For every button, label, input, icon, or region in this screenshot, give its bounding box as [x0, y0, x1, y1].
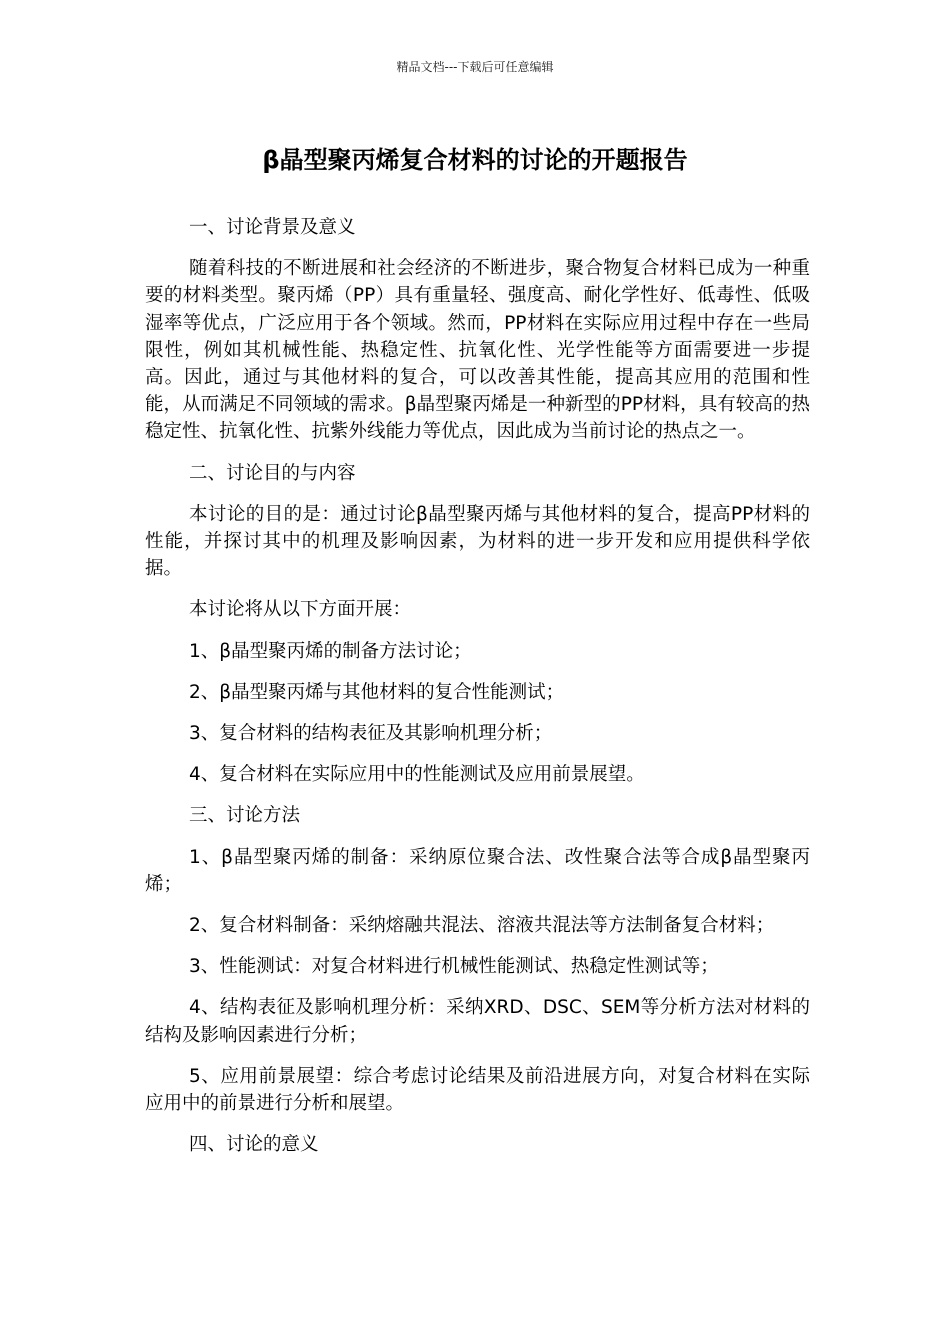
list-item: 5、应用前景展望：综合考虑讨论结果及前沿进展方向，对复合材料在实际应用中的前景进行分析和展望。 [145, 1065, 810, 1115]
paragraph-scope-intro: 本讨论将从以下方面开展： [189, 599, 412, 621]
paragraph-objectives: 本讨论的目的是：通过讨论β晶型聚丙烯与其他材料的复合，提高PP材料的性能，并探讨其中的机理及影响因素，为材料的进一步开发和应用提供科学依据。 [145, 503, 810, 580]
document-title: β晶型聚丙烯复合材料的讨论的开题报告 [262, 146, 688, 174]
page-header: 精品文档---下载后可任意编辑 [396, 60, 554, 74]
list-item: 1、β晶型聚丙烯的制备方法讨论； [189, 640, 472, 662]
section-heading-significance: 四、讨论的意义 [189, 1134, 319, 1156]
list-item: 4、复合材料在实际应用中的性能测试及应用前景展望。 [189, 764, 645, 786]
list-item: 4、结构表征及影响机理分析：采纳XRD、DSC、SEM等分析方法对材料的结构及影响因素进行分析； [145, 997, 810, 1046]
list-item: 2、复合材料制备：采纳熔融共混法、溶液共混法等方法制备复合材料； [189, 915, 775, 937]
section-heading-methods: 三、讨论方法 [189, 805, 301, 827]
section-heading-background: 一、讨论背景及意义 [189, 217, 356, 238]
list-item: 1、β晶型聚丙烯的制备：采纳原位聚合法、改性聚合法等合成β晶型聚丙烯； [145, 846, 810, 895]
list-item: 2、β晶型聚丙烯与其他材料的复合性能测试； [189, 681, 565, 703]
list-item: 3、复合材料的结构表征及其影响机理分析； [189, 723, 553, 745]
section-heading-objectives: 二、讨论目的与内容 [189, 462, 356, 484]
document-body [145, 214, 810, 1172]
list-item: 3、性能测试：对复合材料进行机械性能测试、热稳定性测试等； [189, 956, 719, 978]
paragraph-background: 随着科技的不断进展和社会经济的不断进步，聚合物复合材料已成为一种重要的材料类型。聚丙烯（PP）具有重量轻、强度高、耐化学性好、低毒性、低吸湿率等优点，广泛应用于各个领域。然而，PP材料在实际应用过程中存在一些局限性，例如其机械性能、热稳定性、抗氧化性、光学性能等方面需要进一步提高。因此，通过与其他材料的复合，可以改善其性能，提高其应用的范围和性能，从而满足不同领域的需求。β晶型聚丙烯是一种新型的PP材料，具有较高的热稳定性、抗氧化性、抗紫外线能力等优点，因此成为当前讨论的热点之一。 [145, 258, 810, 443]
